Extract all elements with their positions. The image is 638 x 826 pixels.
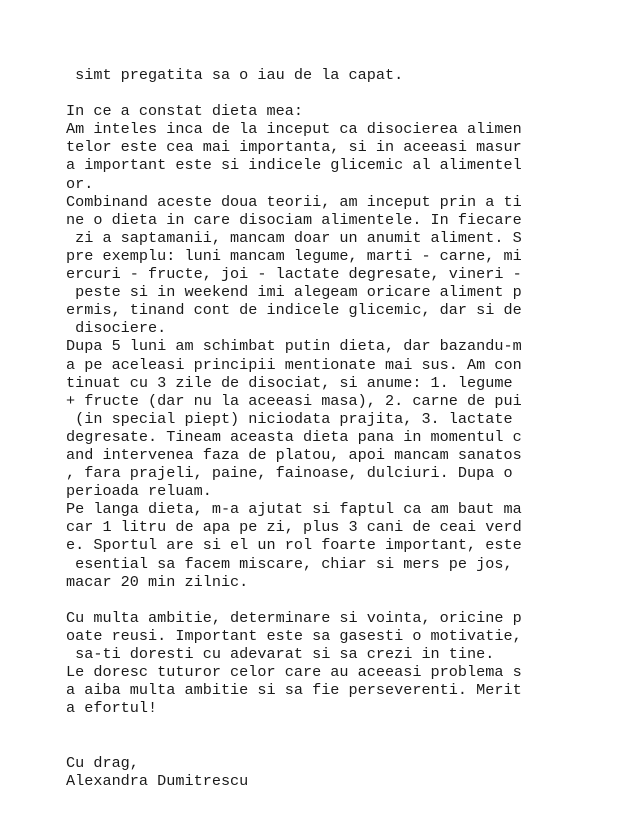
signoff: Cu drag, xyxy=(66,753,139,772)
text-line: perioada reluam. xyxy=(66,482,212,501)
text-line: (in special piept) niciodata prajita, 3. lactate xyxy=(66,409,513,428)
text-line: Combinand aceste doua teorii, am inceput prin a ti xyxy=(66,192,522,211)
text-line: a important este si indicele glicemic al alimentel xyxy=(66,156,522,175)
text-line: ercuri - fructe, joi - lactate degresate, vineri - xyxy=(66,265,522,284)
text-line: car 1 litru de apa pe zi, plus 3 cani de ceai verd xyxy=(66,518,522,537)
text-line: degresate. Tineam aceasta dieta pana in momentul c xyxy=(66,427,522,446)
text-line: a efortul! xyxy=(66,699,158,718)
text-line: or. xyxy=(66,174,94,193)
text-line: Cu multa ambitie, determinare si vointa, oricine p xyxy=(66,608,522,627)
text-line: a aiba multa ambitie si sa fie perseverenti. Merit xyxy=(66,681,522,700)
text-line: + fructe (dar nu la aceeasi masa), 2. carne de pui xyxy=(66,391,522,410)
text-line: ne o dieta in care disociam alimentele. In fiecare xyxy=(66,210,522,229)
text-line: and intervenea faza de platou, apoi mancam sanatos xyxy=(66,445,522,464)
author-name: Alexandra Dumitrescu xyxy=(66,771,249,790)
text-line: macar 20 min zilnic. xyxy=(66,572,249,591)
document-body xyxy=(66,66,576,790)
text-line: Am inteles inca de la inceput ca disocierea alimen xyxy=(66,120,522,139)
text-line: esential sa facem miscare, chiar si mers pe jos, xyxy=(66,554,513,573)
text-line: ermis, tinand cont de indicele glicemic, dar si de xyxy=(66,301,522,320)
text-line: simt pregatita sa o iau de la capat. xyxy=(66,66,404,84)
text-line: e. Sportul are si el un rol foarte important, este xyxy=(66,536,522,555)
text-line: tinuat cu 3 zile de disociat, si anume: 1. legume xyxy=(66,373,513,392)
text-line: sa-ti doresti cu adevarat si sa crezi in tine. xyxy=(66,645,495,663)
text-line: pre exemplu: luni mancam legume, marti - carne, mi xyxy=(66,246,522,265)
text-line: disociere. xyxy=(66,319,167,338)
text-line: a pe aceleasi principii mentionate mai sus. Am con xyxy=(66,355,522,374)
text-line: telor este cea mai importanta, si in aceeasi masur xyxy=(66,138,522,157)
text-line: Pe langa dieta, m-a ajutat si faptul ca am baut ma xyxy=(66,500,522,519)
text-line: Dupa 5 luni am schimbat putin dieta, dar bazandu-m xyxy=(66,337,522,356)
text-line: Le doresc tuturor celor care au aceeasi problema s xyxy=(66,663,522,682)
text-line: zi a saptamanii, mancam doar un anumit aliment. S xyxy=(66,228,522,247)
text-line: , fara prajeli, paine, fainoase, dulciuri. Dupa o xyxy=(66,464,513,483)
text-line: peste si in weekend imi alegeam oricare aliment p xyxy=(66,283,522,302)
text-line: oate reusi. Important este sa gasesti o motivatie, xyxy=(66,626,522,645)
text-line: In ce a constat dieta mea: xyxy=(66,102,303,121)
